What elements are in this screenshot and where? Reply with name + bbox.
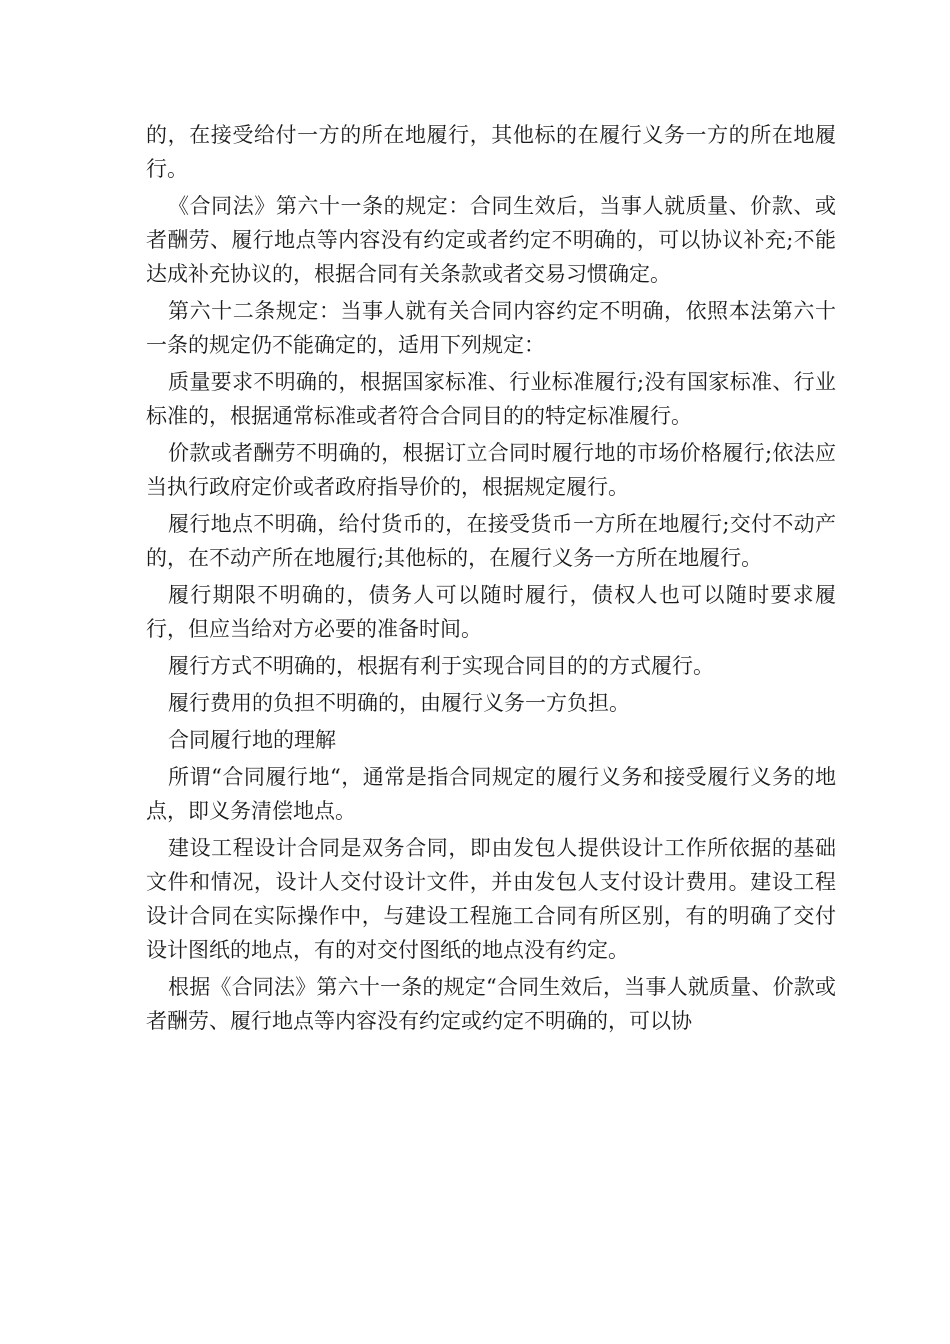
paragraph-price: 价款或者酬劳不明确的，根据订立合同时履行地的市场价格履行;依法应当执行政府定价或者政府指导价的，根据规定履行。: [146, 441, 836, 499]
paragraph-design-contract: 建设工程设计合同是双务合同，即由发包人提供设计工作所依据的基础文件和情况，设计人交付设计文件，并由发包人支付设计费用。建设工程设计合同在实际操作中，与建设工程施工合同有所区别，有的明确了交付设计图纸的地点，有的对交付图纸的地点没有约定。: [146, 836, 836, 962]
document-page: [146, 118, 836, 1041]
section-heading: 合同履行地的理解: [168, 728, 336, 752]
paragraph-method: 履行方式不明确的，根据有利于实现合同目的的方式履行。: [168, 654, 714, 678]
paragraph-according: 根据《合同法》第六十一条的规定“合同生效后，当事人就质量、价款或者酬劳、履行地点等内容没有约定或约定不明确的，可以协: [146, 975, 836, 1033]
paragraph-definition: 所谓“合同履行地“，通常是指合同规定的履行义务和接受履行义务的地点，即义务清偿地点。: [146, 765, 836, 823]
paragraph-article-61: 《合同法》第六十一条的规定：合同生效后，当事人就质量、价款、或者酬劳、履行地点等内容没有约定或者约定不明确的，可以协议补充;不能达成补充协议的，根据合同有关条款或者交易习惯确定。: [146, 194, 836, 286]
paragraph-article-62: 第六十二条规定：当事人就有关合同内容约定不明确，依照本法第六十一条的规定仍不能确定的，适用下列规定：: [146, 299, 836, 357]
paragraph-term: 履行期限不明确的，债务人可以随时履行，债权人也可以随时要求履行，但应当给对方必要的准备时间。: [146, 583, 836, 641]
paragraph-cost: 履行费用的负担不明确的，由履行义务一方负担。: [168, 691, 630, 715]
paragraph-place: 履行地点不明确，给付货币的，在接受货币一方所在地履行;交付不动产的，在不动产所在地履行;其他标的，在履行义务一方所在地履行。: [146, 512, 836, 570]
paragraph-quality: 质量要求不明确的，根据国家标准、行业标准履行;没有国家标准、行业标准的，根据通常标准或者符合合同目的的特定标准履行。: [146, 370, 836, 428]
paragraph-continuation: 的，在接受给付一方的所在地履行，其他标的在履行义务一方的所在地履行。: [146, 123, 836, 181]
